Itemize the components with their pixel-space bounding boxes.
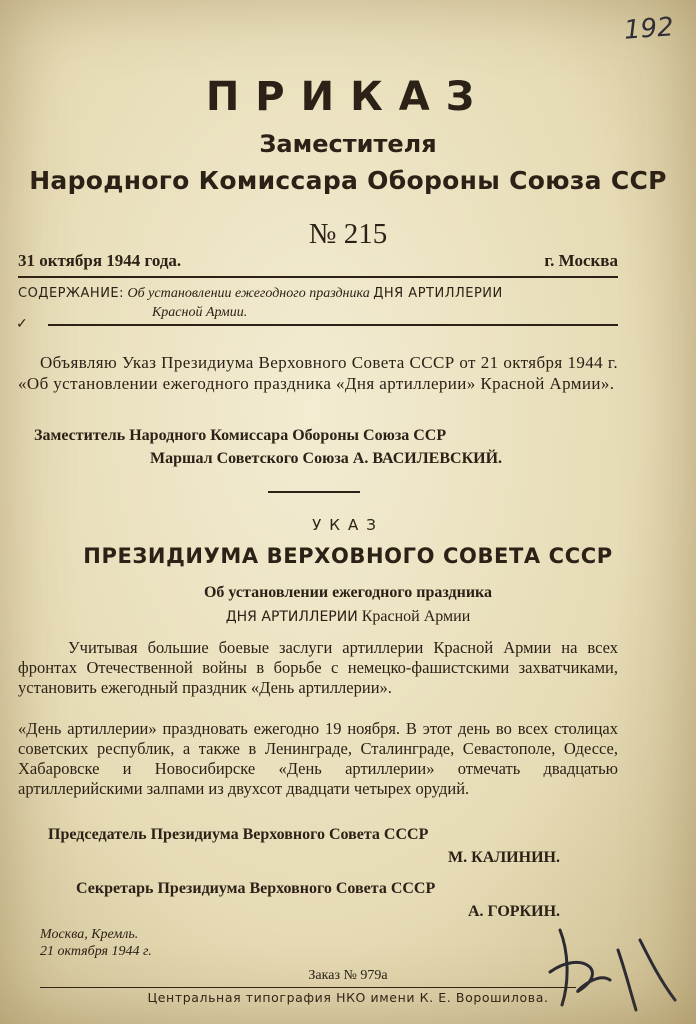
date-row — [18, 251, 618, 271]
secretary-title: Секретарь Президиума Верховного Совета СССР — [76, 880, 436, 897]
decree-about-rest: Красной Армии — [361, 608, 471, 625]
deputy-title: Заместитель Народного Комиссара Обороны Союза ССР — [34, 427, 447, 444]
order-title: ПРИКАЗ — [205, 74, 491, 120]
secretary-name: А. ГОРКИН. — [468, 903, 561, 920]
top-rule — [18, 276, 618, 278]
order-subtitle-2: Народного Комиссара Обороны Союза ССР — [29, 166, 667, 195]
decree-about-2 — [0, 608, 696, 626]
archive-number: 192 — [623, 12, 675, 46]
decree-about-1: Об установлении ежегодного праздника — [203, 584, 493, 601]
chair-title: Председатель Президиума Верховного Совета СССР — [48, 826, 429, 843]
place-date-block — [40, 926, 152, 960]
contents-text-caps: ДНЯ АРТИЛЛЕРИИ — [373, 286, 503, 301]
decree-about-caps: ДНЯ АРТИЛЛЕРИИ — [225, 609, 358, 625]
contents-rule — [48, 324, 618, 326]
decree-paragraph-2: «День артиллерии» праздновать ежегодно 19 ноября. В этот день во всех столицах советских республик, а также в Ленинграде, Сталинграде, Севастополе, Одессе, Хабаровске и Новосибирске «День артиллерии» отмечать двадцатью артиллерийскими залпами из двухсот двадцати четырех орудий. — [18, 719, 618, 798]
printer-line: Центральная типография НКО имени К. Е. Ворошилова. — [147, 990, 549, 1005]
decree-subtitle: ПРЕЗИДИУМА ВЕРХОВНОГО СОВЕТА СССР — [83, 544, 613, 568]
chair-name: М. КАЛИНИН. — [448, 849, 560, 866]
contents-block — [18, 284, 618, 322]
order-subtitle-1: Заместителя — [259, 130, 437, 158]
order-number: № 215 — [308, 218, 388, 250]
order-date: 31 октября 1944 года. — [18, 251, 182, 270]
deputy-name: Маршал Советского Союза А. ВАСИЛЕВСКИЙ. — [150, 450, 503, 467]
announcement-text: Объявляю Указ Президиума Верховного Совета СССР от 21 октября 1944 г. «Об установлении ежегодного праздника «Дня артиллерии» Красной Армии». — [18, 353, 618, 393]
order-city: г. Москва — [544, 251, 618, 270]
decree-date: 21 октября 1944 г. — [40, 944, 152, 959]
contents-text-2: Красной Армии. — [152, 305, 248, 320]
decree-paragraph-1: Учитывая большие боевые заслуги артиллерии Красной Армии на всех фронтах Отечественной войны в борьбе с немецко-фашистскими захватчиками, установить ежегодный праздник «День артиллерии». — [18, 638, 618, 697]
decree-place: Москва, Кремль. — [40, 927, 139, 942]
footer-rule — [40, 987, 576, 988]
section-divider — [268, 491, 360, 493]
pencil-mark-icon: ✓ — [16, 317, 28, 332]
contents-text-1: Об установлении ежегодного праздника — [127, 286, 370, 301]
contents-label: СОДЕРЖАНИЕ: — [18, 286, 125, 301]
decree-title: УКАЗ — [312, 516, 384, 534]
print-order-number: Заказ № 979а — [308, 968, 388, 983]
